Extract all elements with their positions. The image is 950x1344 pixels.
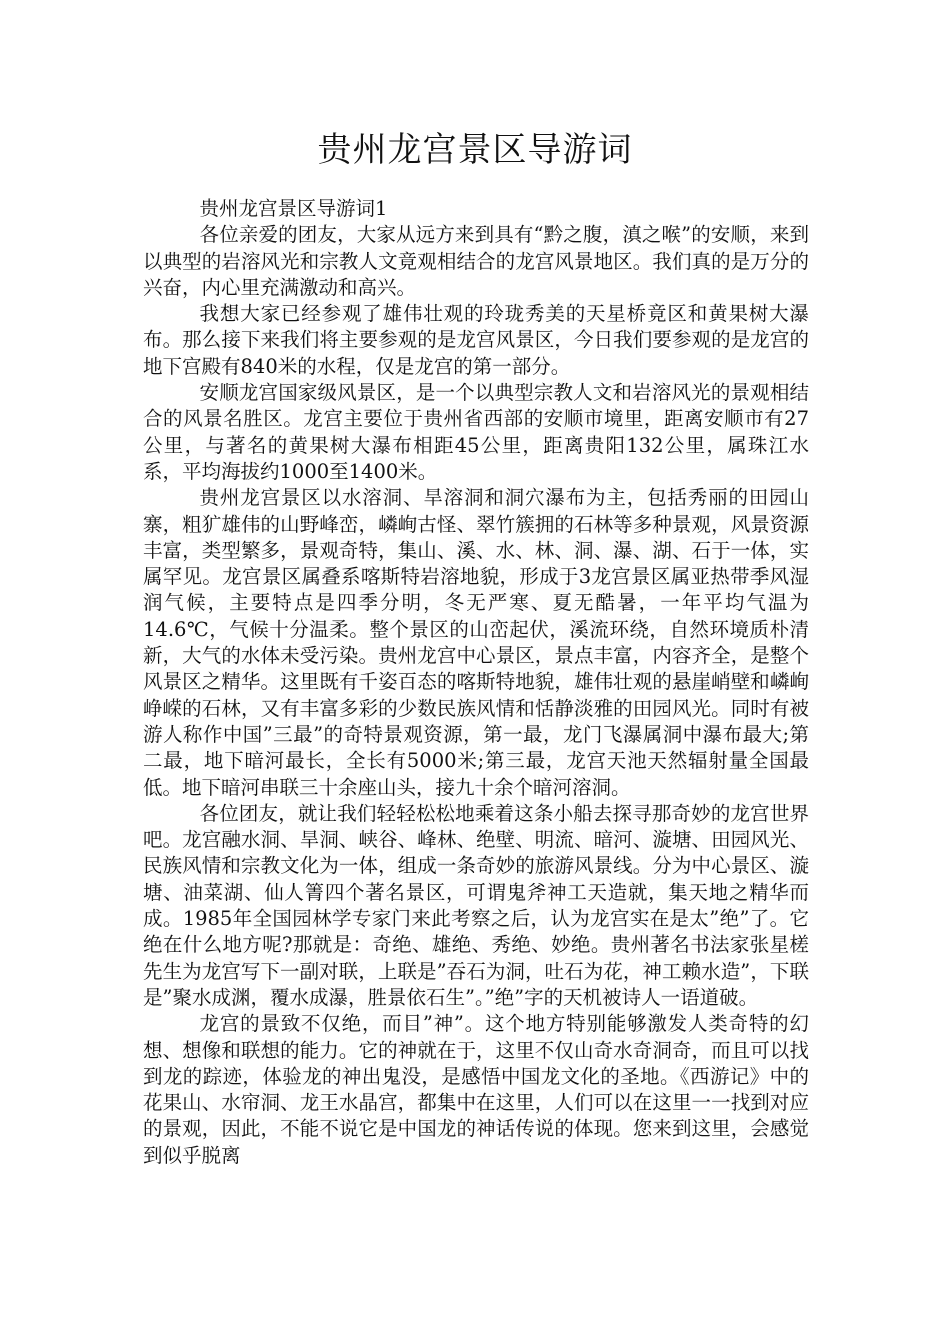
paragraph: 安顺龙宫国家级风景区，是一个以典型宗教人文和岩溶风光的景观相结合的风景名胜区。龙宫主要位于贵州省西部的安顺市境里，距离安顺市有27公里，与著名的黄果树大瀑布相距45公里，距离贵阳132公里，属珠江水系，平均海拔约1000至1400米。: [143, 381, 809, 483]
document-body: [143, 196, 809, 1169]
paragraph: 贵州龙宫景区以水溶洞、旱溶洞和洞穴瀑布为主，包括秀丽的田园山寨，粗犷雄伟的山野峰峦，嶙峋古怪、翠竹簇拥的石林等多种景观，风景资源丰富，类型繁多，景观奇特，集山、溪、水、林、洞、瀑、湖、石于一体，实属罕见。龙宫景区属叠系喀斯特岩溶地貌，形成于3龙宫景区属亚热带季风湿润气候，主要特点是四季分明，冬无严寒、夏无酷暑，一年平均气温为14.6℃，气候十分温柔。整个景区的山峦起伏，溪流环绕，自然环境质朴清新，大气的水体未受污染。贵州龙宫中心景区，景点丰富，内容齐全，是整个风景区之精华。这里既有千姿百态的喀斯特地貌，雄伟壮观的悬崖峭壁和嶙峋峥嵘的石林，又有丰富多彩的少数民族风情和恬静淡雅的田园风光。同时有被游人称作中国”三最”的奇特景观资源，第一最，龙门飞瀑属洞中瀑布最大;第二最，地下暗河最长，全长有5000米;第三最，龙宫天池天然辐射量全国最低。地下暗河串联三十余座山头，接九十余个暗河溶洞。: [143, 486, 809, 799]
paragraph: 各位团友，就让我们轻轻松松地乘着这条小船去探寻那奇妙的龙宫世界吧。龙宫融水洞、旱洞、峡谷、峰林、绝壁、明流、暗河、漩塘、田园风光、民族风情和宗教文化为一体，组成一条奇妙的旅游风景线。分为中心景区、漩塘、油菜湖、仙人箐四个著名景区，可谓鬼斧神工天造就，集天地之精华而成。1985年全国园林学专家门来此考察之后，认为龙宫实在是太”绝”了。它绝在什么地方呢?那就是：奇绝、雄绝、秀绝、妙绝。贵州著名书法家张星槎先生为龙宫写下一副对联，上联是”吞石为洞，吐石为花，神工赖水造”，下联是”聚水成渊，覆水成瀑，胜景依石生”。”绝”字的天机被诗人一语道破。: [143, 801, 809, 1009]
document-subtitle: 贵州龙宫景区导游词1: [199, 197, 388, 220]
paragraph: 各位亲爱的团友，大家从远方来到具有“黔之腹，滇之喉”的安顺，来到以典型的岩溶风光和宗教人文竟观相结合的龙宫风景地区。我们真的是万分的兴奋，内心里充满激动和高兴。: [143, 223, 809, 299]
document-title: 贵州龙宫景区导游词: [317, 130, 633, 170]
paragraph: 龙宫的景致不仅绝，而目”神”。这个地方特别能够激发人类奇特的幻想、想像和联想的能力。它的神就在于，这里不仅山奇水奇洞奇，而且可以找到龙的踪迹，体验龙的神出鬼没，是感悟中国龙文化的圣地。《西游记》中的花果山、水帘洞、龙王水晶宫，都集中在这里，人们可以在这里一一找到对应的景观，因此，不能不说它是中国龙的神话传说的体现。您来到这里，会感觉到似乎脱离: [143, 1012, 809, 1167]
paragraph: 我想大家已经参观了雄伟壮观的玲珑秀美的天星桥竟区和黄果树大瀑布。那么接下来我们将主要参观的是龙宫风景区，今日我们要参观的是龙宫的地下宫殿有840米的水程，仅是龙宫的第一部分。: [143, 302, 809, 378]
